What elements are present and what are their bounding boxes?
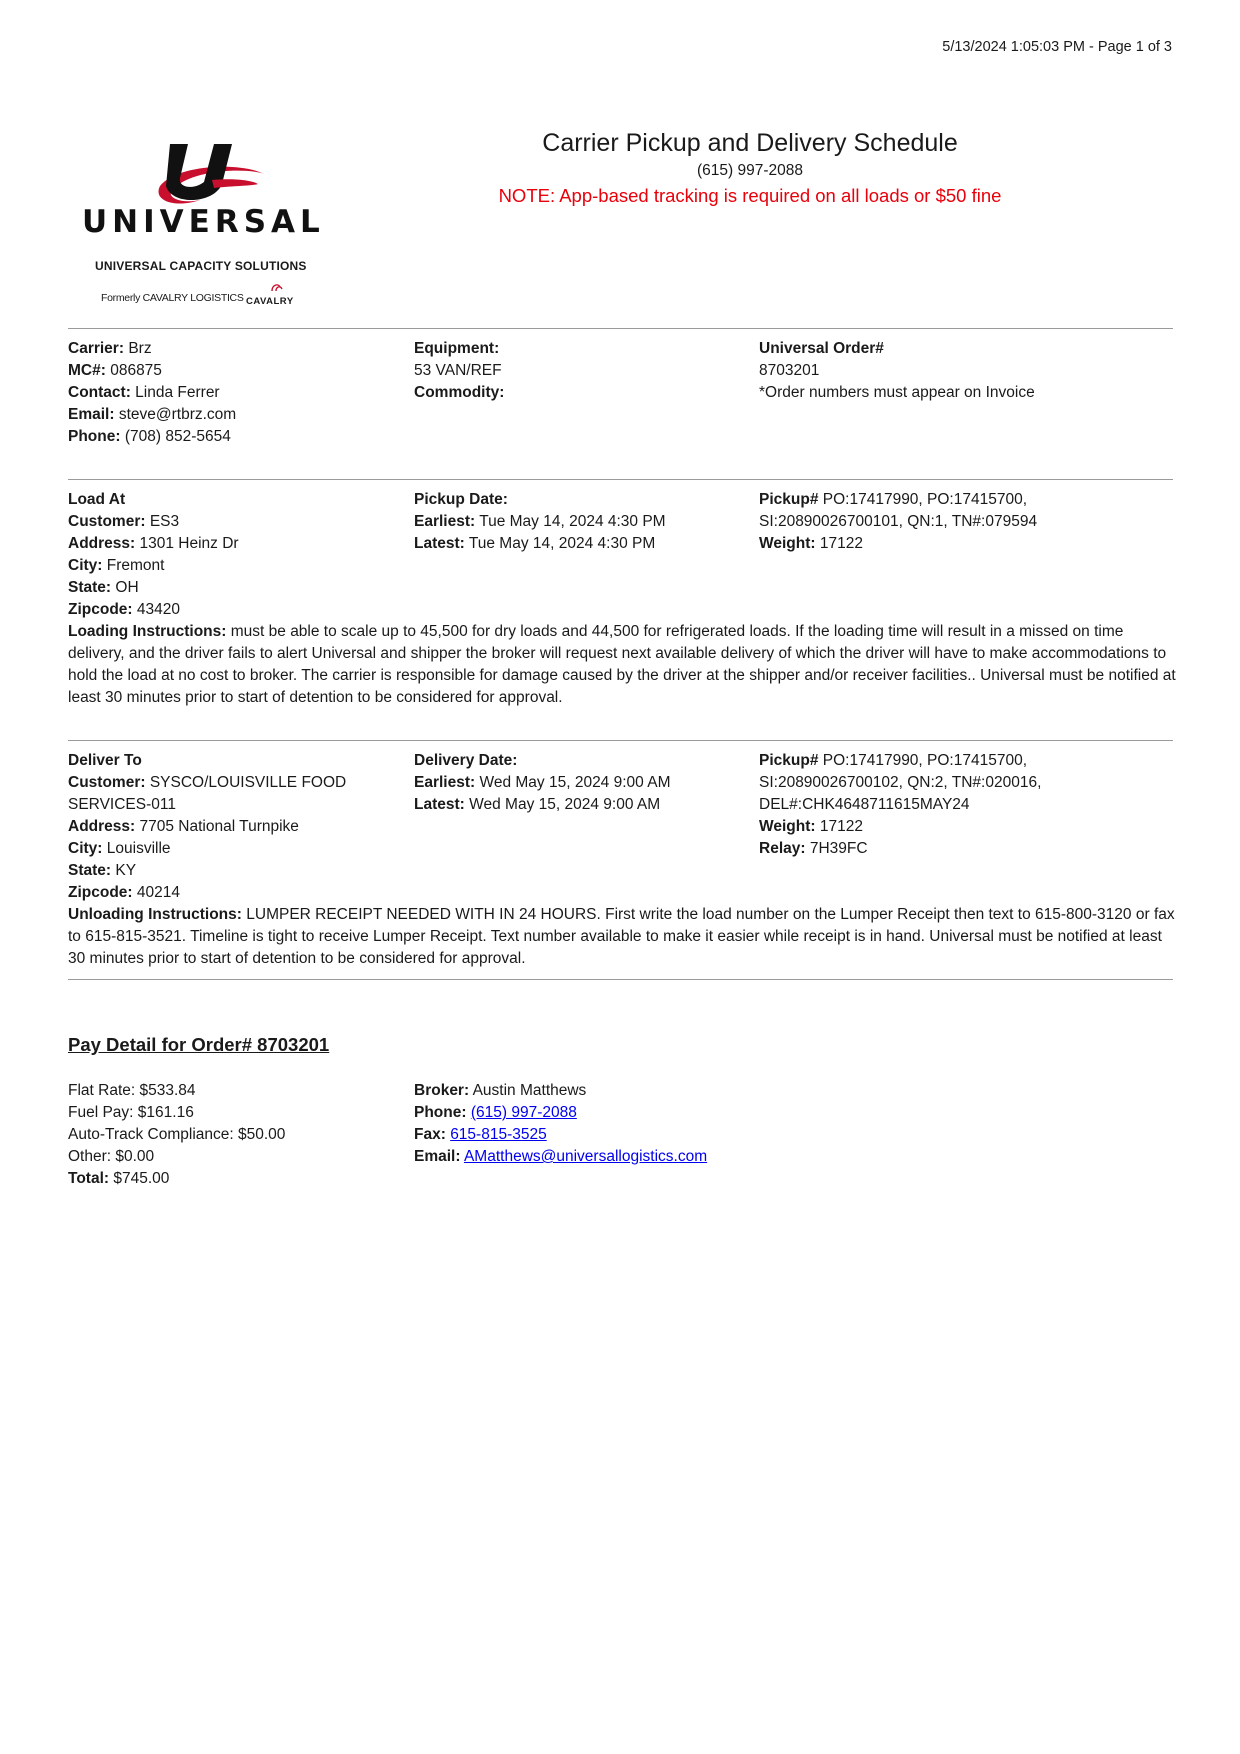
- broker-info: [414, 1080, 914, 1168]
- carrier-label: Carrier:: [68, 340, 124, 357]
- divider: [68, 740, 1173, 741]
- load-at-heading: Load At: [68, 491, 126, 508]
- delivery-weight: 17122: [819, 818, 863, 835]
- delivery-latest: Wed May 15, 2024 9:00 AM: [469, 796, 661, 813]
- mc-label: MC#:: [68, 362, 106, 379]
- divider: [68, 328, 1173, 329]
- tracking-note: NOTE: App-based tracking is required on all loads or $50 fine: [498, 185, 1002, 206]
- address-label: Address:: [68, 818, 136, 835]
- auto-track-compliance: Auto-Track Compliance: $50.00: [68, 1126, 286, 1143]
- phone-label: Phone:: [68, 428, 121, 445]
- header-phone: (615) 997-2088: [697, 162, 803, 179]
- load-city: Fremont: [106, 557, 165, 574]
- equipment-label: Equipment:: [414, 340, 500, 357]
- broker-email-label: Email:: [414, 1148, 461, 1165]
- pickup-number-label: Pickup#: [759, 491, 819, 508]
- loading-instructions-text: must be able to scale up to 45,500 for dry loads and 44,500 for refrigerated loads. If the loading time will result in a missed on time delivery, and the driver fails to alert Universal and shipper the broker will request next available delivery of which the driver will have to make accommodations to hold the load at no cost to broker. The carrier is responsible for damage caused by the driver at the shipper and/or receiver facilities.. Universal must be notified at least 30 minutes prior to start of detention to be considered for approval.: [68, 623, 1176, 706]
- zip-label: Zipcode:: [68, 884, 133, 901]
- load-customer: ES3: [149, 513, 180, 530]
- delivery-number-info: [759, 750, 1173, 860]
- deliver-customer-line1: SYSCO/LOUISVILLE FOOD: [149, 774, 347, 791]
- order-number: 8703201: [759, 362, 820, 379]
- relay-value: 7H39FC: [809, 840, 868, 857]
- carrier-name: Brz: [128, 340, 152, 357]
- deliver-zip: 40214: [136, 884, 181, 901]
- contact-label: Contact:: [68, 384, 131, 401]
- deliver-to-heading: Deliver To: [68, 752, 142, 769]
- relay-label: Relay:: [759, 840, 806, 857]
- loading-instructions-label: Loading Instructions:: [68, 623, 227, 640]
- pickup-number-line2: SI:20890026700101, QN:1, TN#:079594: [759, 513, 1038, 530]
- carrier-info: [68, 338, 398, 448]
- divider: [68, 479, 1173, 480]
- pickup-date-info: [414, 489, 754, 555]
- delivery-pickup-line3: DEL#:CHK4648711615MAY24: [759, 796, 970, 813]
- company-name: UNIVERSAL CAPACITY SOLUTIONS: [95, 259, 307, 273]
- page-timestamp: 5/13/2024 1:05:03 PM - Page 1 of 3: [942, 39, 1172, 55]
- pickup-number-line1: PO:17417990, PO:17415700,: [822, 491, 1028, 508]
- logo-wordmark: UNIVERSAL: [82, 204, 325, 240]
- broker-phone-link[interactable]: (615) 997-2088: [470, 1104, 577, 1121]
- pickup-date-heading: Pickup Date:: [414, 491, 508, 508]
- customer-label: Customer:: [68, 513, 146, 530]
- contact-name: Linda Ferrer: [135, 384, 220, 401]
- deliver-state: KY: [115, 862, 137, 879]
- weight-label: Weight:: [759, 818, 816, 835]
- latest-label: Latest:: [414, 535, 465, 552]
- load-at-info: [68, 489, 398, 621]
- delivery-pickup-line1: PO:17417990, PO:17415700,: [822, 752, 1028, 769]
- formerly-text: Formerly CAVALRY LOGISTICS: [101, 292, 244, 304]
- zip-label: Zipcode:: [68, 601, 133, 618]
- delivery-pickup-line2: SI:20890026700102, QN:2, TN#:020016,: [759, 774, 1042, 791]
- carrier-email: steve@rtbrz.com: [118, 406, 237, 423]
- load-state: OH: [115, 579, 139, 596]
- cavalry-logo: [246, 280, 302, 307]
- other-pay: Other: $0.00: [68, 1148, 155, 1165]
- broker-label: Broker:: [414, 1082, 470, 1099]
- broker-phone-label: Phone:: [414, 1104, 467, 1121]
- pickup-latest: Tue May 14, 2024 4:30 PM: [468, 535, 656, 552]
- deliver-customer-line2: SERVICES-011: [68, 796, 176, 813]
- order-info: [759, 338, 1173, 404]
- email-label: Email:: [68, 406, 115, 423]
- earliest-label: Earliest:: [414, 513, 476, 530]
- city-label: City:: [68, 557, 103, 574]
- unloading-instructions-label: Unloading Instructions:: [68, 906, 242, 923]
- state-label: State:: [68, 862, 112, 879]
- pickup-number-info: [759, 489, 1173, 555]
- equipment-info: [414, 338, 744, 404]
- earliest-label: Earliest:: [414, 774, 476, 791]
- weight-label: Weight:: [759, 535, 816, 552]
- order-label: Universal Order#: [759, 340, 884, 357]
- unloading-instructions: [68, 904, 1178, 970]
- pickup-earliest: Tue May 14, 2024 4:30 PM: [479, 513, 666, 530]
- customer-label: Customer:: [68, 774, 146, 791]
- cavalry-logo-mark: [246, 281, 302, 293]
- state-label: State:: [68, 579, 112, 596]
- order-note: *Order numbers must appear on Invoice: [759, 384, 1035, 401]
- divider: [68, 979, 1173, 980]
- equipment-value: 53 VAN/REF: [414, 362, 502, 379]
- fuel-pay: Fuel Pay: $161.16: [68, 1104, 194, 1121]
- broker-fax-label: Fax:: [414, 1126, 446, 1143]
- unloading-instructions-text: LUMPER RECEIPT NEEDED WITH IN 24 HOURS. First write the load number on the Lumper Receipt then text to 615-800-3120 or fax to 615-815-3521. Timeline is tight to receive Lumper Receipt. Text number available to make it easier while receipt is in hand. Universal must be notified at least 30 minutes prior to start of detention to be considered for approval.: [68, 906, 1175, 967]
- total-label: Total:: [68, 1170, 110, 1187]
- mc-number: 086875: [110, 362, 162, 379]
- deliver-address: 7705 National Turnpike: [139, 818, 299, 835]
- load-weight: 17122: [819, 535, 863, 552]
- load-zip: 43420: [136, 601, 181, 618]
- load-address: 1301 Heinz Dr: [139, 535, 239, 552]
- pickup-number-label: Pickup#: [759, 752, 819, 769]
- cavalry-wordmark: CAVALRY: [246, 296, 294, 307]
- city-label: City:: [68, 840, 103, 857]
- carrier-phone: (708) 852-5654: [124, 428, 231, 445]
- flat-rate: Flat Rate: $533.84: [68, 1082, 196, 1099]
- latest-label: Latest:: [414, 796, 465, 813]
- delivery-date-info: [414, 750, 754, 816]
- delivery-earliest: Wed May 15, 2024 9:00 AM: [479, 774, 671, 791]
- broker-fax-link[interactable]: 615-815-3525: [450, 1126, 547, 1143]
- page-title: Carrier Pickup and Delivery Schedule: [542, 129, 958, 157]
- total-pay: $745.00: [113, 1170, 170, 1187]
- deliver-city: Louisville: [106, 840, 171, 857]
- address-label: Address:: [68, 535, 136, 552]
- loading-instructions: [68, 621, 1178, 709]
- delivery-date-heading: Delivery Date:: [414, 752, 518, 769]
- broker-email-link[interactable]: AMatthews@universallogistics.com: [463, 1148, 708, 1165]
- commodity-label: Commodity:: [414, 384, 505, 401]
- pay-detail-heading: Pay Detail for Order# 8703201: [68, 1034, 330, 1055]
- pay-breakdown: [68, 1080, 398, 1190]
- broker-name: Austin Matthews: [472, 1082, 587, 1099]
- deliver-to-info: [68, 750, 398, 904]
